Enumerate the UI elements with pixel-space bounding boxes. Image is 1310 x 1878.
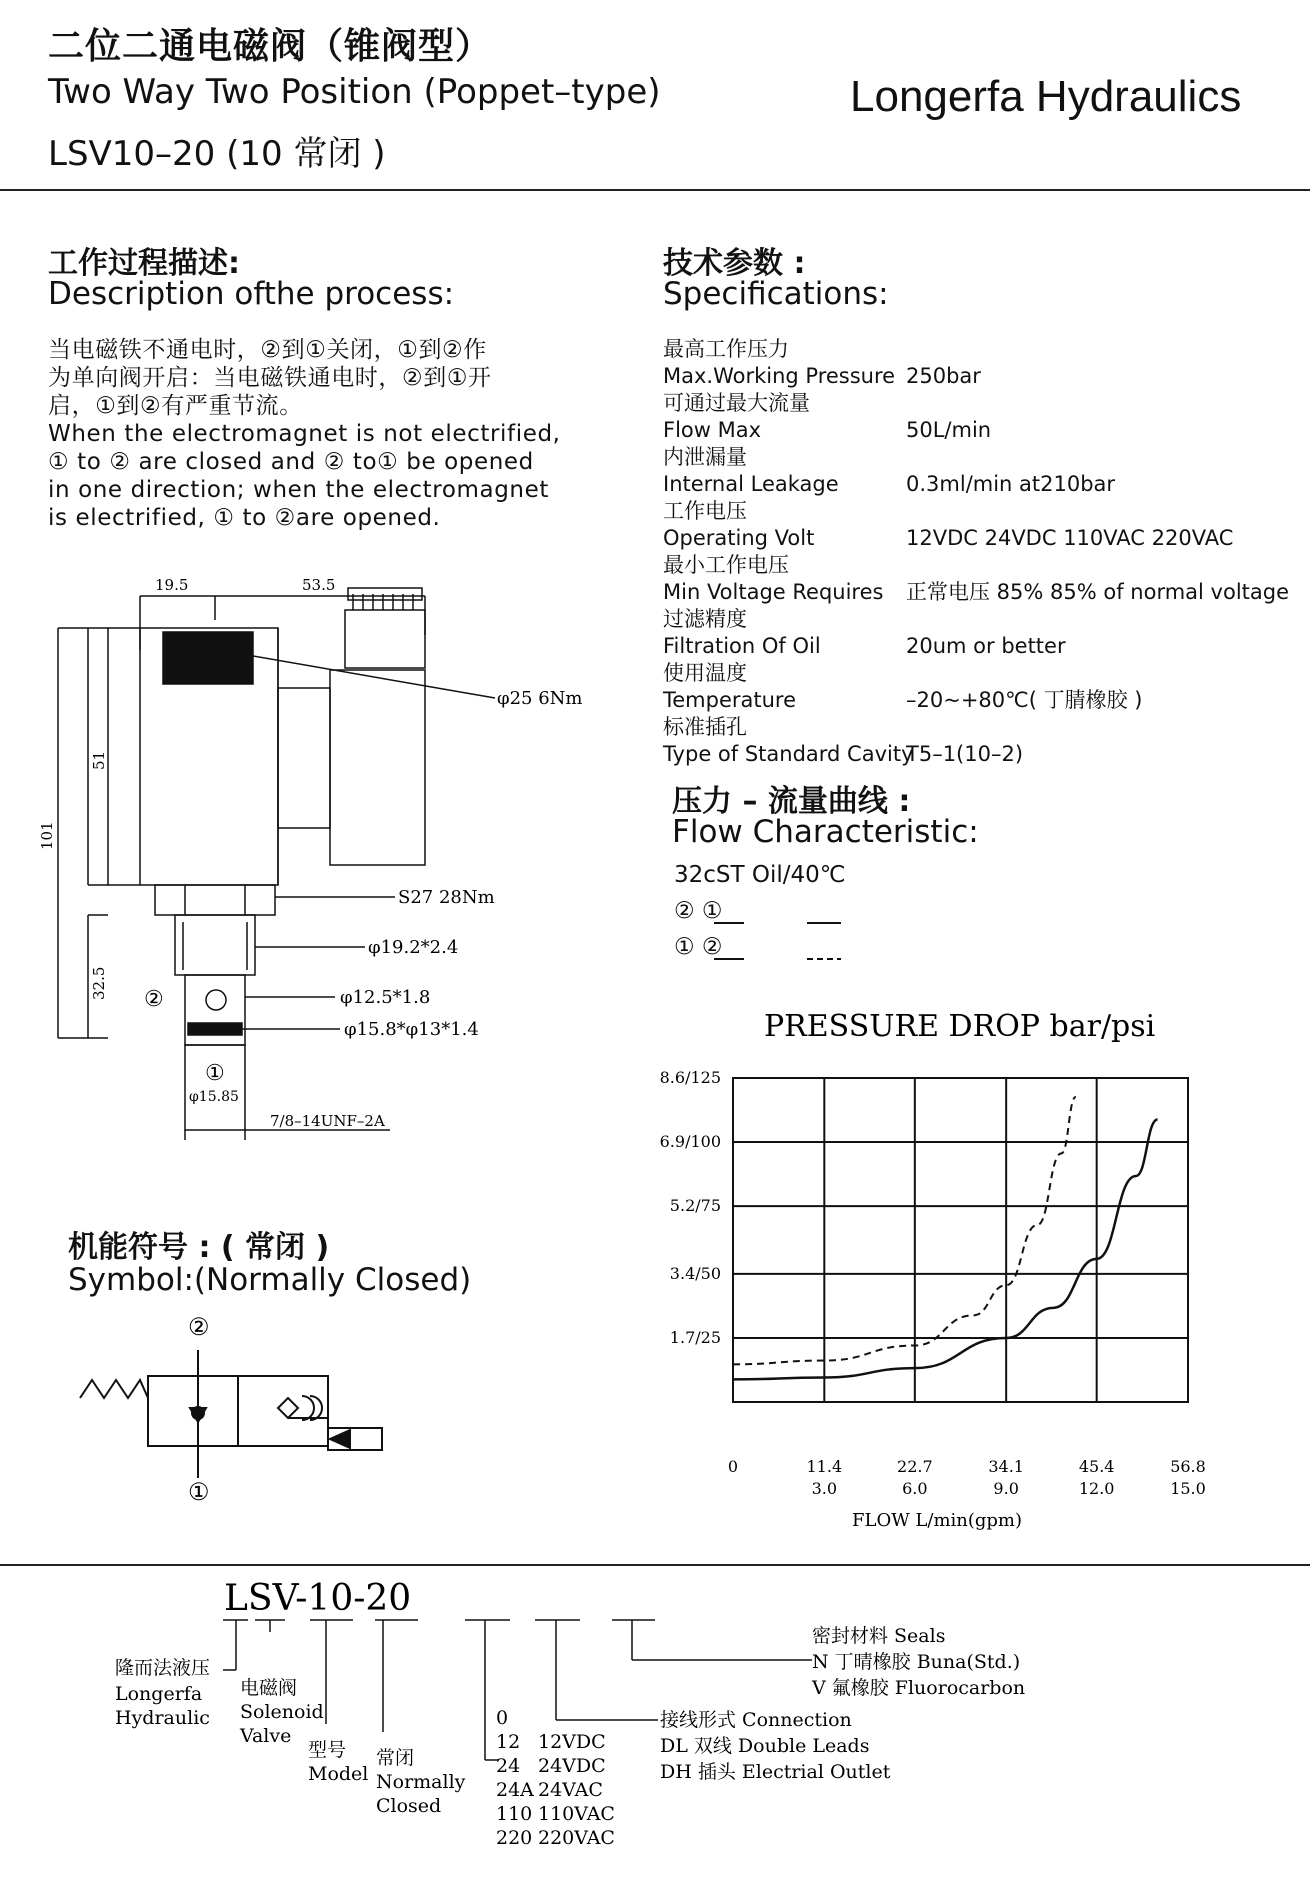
spec-row-cn: 最小工作电压 — [663, 553, 789, 577]
description-heading-en: Description ofthe process: — [48, 276, 455, 312]
flow-oil-spec: 32cST Oil/40℃ — [674, 862, 846, 888]
port-2-label: ② — [144, 987, 164, 1012]
description-text: 当电磁铁不通电时，②到①关闭，①到②作 为单向阀开启：当电磁铁通电时，②到①开 启，①到②有严重节流。 When the electromagnet is not electrified, ① to ② are closed and ② to① be opened in one direction; when the electromagnet is electrified, ① to ②are opened. — [48, 337, 561, 531]
order-volt-code: 12 — [496, 1731, 521, 1753]
symbol-heading-cn: 机能符号 : ( 常闭 ) — [68, 1230, 330, 1265]
spec-label: Type of Standard Cavity — [663, 742, 914, 766]
spec-value: 0.3ml/min at210bar — [906, 472, 1116, 496]
order-volt-value: 24VAC — [538, 1779, 603, 1801]
x-tick-label-gpm: 12.0 — [1078, 1479, 1115, 1498]
order-valve-cn: 电磁阀 — [240, 1677, 298, 1699]
spec-value: T5–1(10–2) — [906, 742, 1024, 766]
spec-value: 正常电压 85% 85% of normal voltage — [906, 580, 1290, 604]
order-valve-en1: Solenoid — [240, 1701, 324, 1723]
dim-19-5: 19.5 — [155, 576, 189, 594]
spec-label: Internal Leakage — [663, 472, 839, 496]
order-brand-en1: Longerfa — [115, 1683, 203, 1705]
order-seal-v: V 氟橡胶 Fluorocarbon — [812, 1677, 1026, 1699]
order-volt-code: 24A — [496, 1779, 534, 1801]
oring-label-2: φ12.5*1.8 — [340, 987, 431, 1008]
brand-name: Longerfa Hydraulics — [850, 72, 1242, 121]
y-tick-label: 6.9/100 — [659, 1132, 721, 1152]
order-brand-cn: 隆而法液压 — [115, 1657, 211, 1679]
spec-row-cn: 过滤精度 — [663, 607, 747, 631]
order-volt-code: 110 — [496, 1803, 533, 1825]
x-tick-label-gpm: 9.0 — [993, 1479, 1019, 1498]
order-seal-title: 密封材料 Seals — [812, 1625, 946, 1647]
spec-value: 50L/min — [906, 418, 992, 442]
spec-label: Min Voltage Requires — [663, 580, 884, 604]
symbol-port-1: ① — [188, 1478, 210, 1506]
order-volt-code: 24 — [496, 1755, 521, 1777]
x-tick-label-lpm: 0 — [727, 1457, 739, 1476]
x-tick-label-lpm: 22.7 — [897, 1457, 933, 1476]
valve-section-drawing — [0, 560, 620, 1140]
x-tick-label-lpm: 45.4 — [1078, 1457, 1115, 1476]
order-nc-en2: Closed — [376, 1795, 442, 1817]
flow-heading-en: Flow Characteristic: — [672, 814, 979, 850]
hydraulic-symbol — [70, 1310, 410, 1510]
ordering-code — [0, 1570, 1310, 1875]
order-volt-code: 0 — [496, 1707, 509, 1729]
flow-legend-solid: ② ① — [674, 898, 723, 924]
series-line-solid — [733, 1119, 1158, 1379]
spec-row-cn: 可通过最大流量 — [663, 391, 810, 415]
x-tick-label-gpm: 6.0 — [902, 1479, 928, 1498]
model-line: LSV10–20 (10 常闭 ) — [48, 134, 386, 174]
order-brand-en2: Hydraulic — [115, 1707, 210, 1729]
spec-value: 20um or better — [906, 634, 1066, 658]
spec-row-cn: 工作电压 — [663, 499, 747, 523]
spec-label: Temperature — [663, 688, 797, 712]
nut-torque-label: φ25 6Nm — [497, 688, 583, 709]
spec-heading-cn: 技术参数 : — [663, 246, 806, 281]
order-valve-en2: Valve — [240, 1725, 292, 1747]
y-tick-label: 5.2/75 — [669, 1196, 721, 1216]
spec-row-cn: 使用温度 — [663, 661, 747, 685]
spec-label: Operating Volt — [663, 526, 815, 550]
order-volt-value: 24VDC — [538, 1755, 606, 1777]
spec-value: –20~+80℃( 丁腈橡胶 ) — [906, 688, 1143, 712]
x-tick-label-lpm: 11.4 — [806, 1457, 843, 1476]
spec-heading-en: Specifications: — [663, 276, 889, 312]
order-model-code: LSV-10-20 — [224, 1578, 412, 1619]
chart-xlabel: FLOW L/min(gpm) — [852, 1510, 1023, 1531]
order-nc-cn: 常闭 — [376, 1747, 415, 1769]
pressure-flow-chart — [640, 1000, 1210, 1540]
oring-label-3: φ15.8*φ13*1.4 — [344, 1019, 479, 1040]
spec-row-cn: 最高工作压力 — [663, 337, 789, 361]
order-conn-dl: DL 双线 Double Leads — [660, 1735, 870, 1757]
spec-label: Flow Max — [663, 418, 762, 442]
oring-label-1: φ19.2*2.4 — [368, 937, 459, 958]
spec-row-cn: 内泄漏量 — [663, 445, 747, 469]
title-cn: 二位二通电磁阀（锥阀型） — [48, 26, 493, 67]
x-tick-label-lpm: 34.1 — [988, 1457, 1024, 1476]
order-volt-value: 110VAC — [538, 1803, 615, 1825]
spec-row-cn: 标准插孔 — [663, 715, 747, 739]
spec-value: 250bar — [906, 364, 981, 388]
order-seal-n: N 丁晴橡胶 Buna(Std.) — [812, 1651, 1021, 1673]
x-tick-label-gpm: 15.0 — [1170, 1479, 1206, 1498]
symbol-port-2: ② — [188, 1313, 210, 1341]
spec-label: Max.Working Pressure — [663, 364, 896, 388]
dim-32-5: 32.5 — [90, 966, 108, 1000]
port-1-label: ① — [205, 1061, 225, 1086]
order-model-cn: 型号 — [308, 1739, 347, 1761]
symbol-heading-en: Symbol:(Normally Closed) — [68, 1262, 472, 1298]
spec-value: 12VDC 24VDC 110VAC 220VAC — [906, 526, 1234, 550]
y-tick-label: 3.4/50 — [669, 1263, 721, 1283]
ordering-divider — [0, 1564, 1310, 1566]
order-model-en: Model — [308, 1763, 369, 1785]
order-volt-code: 220 — [496, 1827, 533, 1849]
title-en: Two Way Two Position (Poppet–type) — [48, 72, 661, 112]
order-volt-value: 220VAC — [538, 1827, 615, 1849]
diameter-label: φ15.85 — [189, 1089, 239, 1105]
y-tick-label: 1.7/25 — [669, 1327, 721, 1347]
x-tick-label-lpm: 56.8 — [1170, 1457, 1206, 1476]
order-conn-dh: DH 插头 Electrial Outlet — [660, 1761, 891, 1783]
y-tick-label: 8.6/125 — [659, 1068, 721, 1087]
chart-title: PRESSURE DROP bar/psi — [764, 1009, 1156, 1044]
dim-53-5: 53.5 — [302, 576, 336, 594]
series-line-dashed — [733, 1097, 1076, 1364]
thread-label: 7/8–14UNF–2A — [270, 1112, 385, 1130]
order-conn-title: 接线形式 Connection — [660, 1709, 852, 1731]
order-nc-en1: Normally — [376, 1771, 466, 1793]
dim-101: 101 — [38, 821, 56, 850]
description-heading-cn: 工作过程描述: — [48, 246, 240, 281]
hex-torque-label: S27 28Nm — [398, 887, 495, 908]
flow-legend-dashed: ① ② — [674, 934, 723, 960]
x-tick-label-gpm: 3.0 — [811, 1479, 838, 1498]
order-volt-value: 12VDC — [538, 1731, 606, 1753]
chart-ticks — [660, 1068, 1206, 1498]
spec-label: Filtration Of Oil — [663, 634, 821, 658]
flow-heading-cn: 压力 – 流量曲线 : — [672, 784, 911, 819]
dim-51: 51 — [90, 750, 108, 770]
